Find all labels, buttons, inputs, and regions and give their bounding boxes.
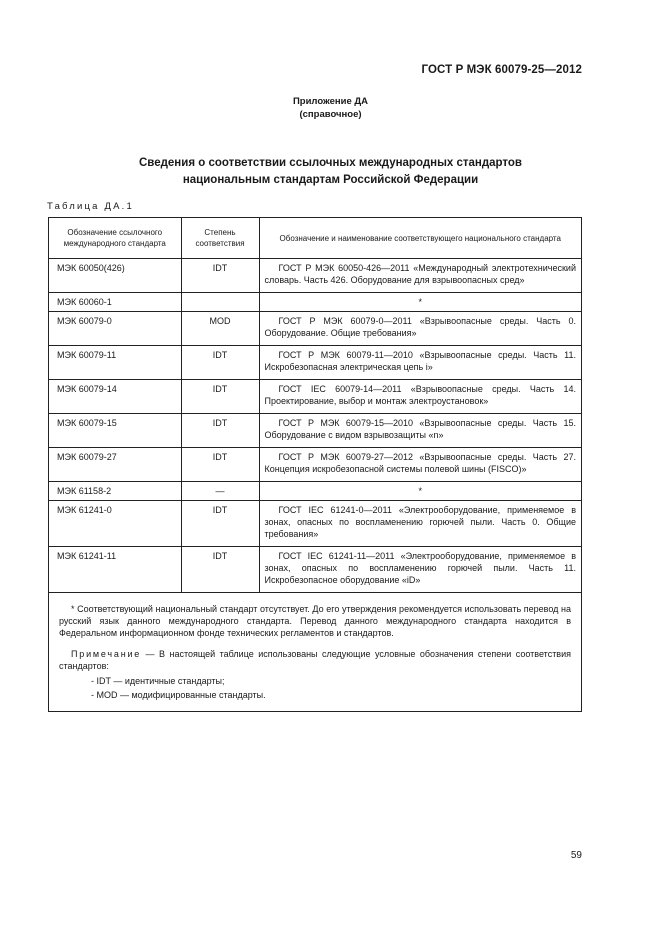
cell-national-standard: ГОСТ Р МЭК 60079-11—2010 «Взрывоопасные среды. Часть 11. Искробезопасная электрическая цепь i»: [259, 346, 581, 380]
cell-national-standard: ГОСТ Р МЭК 60079-27—2012 «Взрывоопасные среды. Часть 27. Концепция искробезопасной системы полевой шины (FISCO)»: [259, 448, 581, 482]
table-label: Таблица ДА.1: [47, 201, 134, 212]
correspondence-table: [49, 218, 581, 593]
appendix-title: Приложение ДА: [292, 96, 369, 107]
correspondence-table-box: [48, 217, 582, 712]
cell-international-standard: МЭК 60079-11: [49, 346, 181, 380]
header-international-standard: Обозначение ссылочного международного стандарта: [49, 218, 181, 259]
table-row: [49, 501, 581, 547]
cell-degree: IDT: [181, 547, 259, 593]
table-header-row: [49, 218, 581, 259]
table-row: [49, 259, 581, 293]
cell-national-standard: ГОСТ IEC 61241-0—2011 «Электрооборудование, применяемое в зонах, опасных по воспламенению горючей пыли. Часть 0. Общие требования»: [259, 501, 581, 547]
note-list: [79, 675, 571, 701]
cell-degree: MOD: [181, 312, 259, 346]
appendix-subtitle: (справочное): [299, 109, 362, 120]
header-national-standard: Обозначение и наименование соответствующего национального стандарта: [259, 218, 581, 259]
cell-degree: [181, 293, 259, 312]
cell-national-standard: *: [259, 293, 581, 312]
standard-code-header: ГОСТ Р МЭК 60079-25—2012: [421, 64, 582, 76]
cell-degree: IDT: [181, 501, 259, 547]
cell-international-standard: МЭК 60079-14: [49, 380, 181, 414]
table-row: [49, 293, 581, 312]
cell-national-standard: *: [259, 482, 581, 501]
cell-degree: IDT: [181, 346, 259, 380]
table-notes: [49, 593, 581, 711]
cell-international-standard: МЭК 61158-2: [49, 482, 181, 501]
table-row: [49, 380, 581, 414]
cell-national-standard: ГОСТ Р МЭК 60079-15—2010 «Взрывоопасные среды. Часть 15. Оборудование с видом взрывозащиты «n»: [259, 414, 581, 448]
cell-degree: —: [181, 482, 259, 501]
document-title-line-2: национальным стандартам Российской Федерации: [182, 174, 479, 186]
document-title-line-1: Сведения о соответствии ссылочных международных стандартов: [138, 157, 522, 169]
cell-national-standard: ГОСТ IEC 60079-14—2011 «Взрывоопасные среды. Часть 14. Проектирование, выбор и монтаж электроустановок»: [259, 380, 581, 414]
cell-national-standard: ГОСТ Р МЭК 60050-426—2011 «Международный электротехнический словарь. Часть 426. Оборудование для взрывоопасных сред»: [259, 259, 581, 293]
note-list-item: - IDT — идентичные стандарты;: [91, 676, 225, 686]
cell-international-standard: МЭК 60060-1: [49, 293, 181, 312]
table-row: [49, 414, 581, 448]
cell-international-standard: МЭК 61241-0: [49, 501, 181, 547]
header-degree-of-correspondence: Степень соответствия: [181, 218, 259, 259]
cell-degree: IDT: [181, 380, 259, 414]
note-list-item: - MOD — модифицированные стандарты.: [91, 690, 266, 700]
cell-international-standard: МЭК 60079-15: [49, 414, 181, 448]
cell-degree: IDT: [181, 414, 259, 448]
table-row: [49, 547, 581, 593]
cell-international-standard: МЭК 60079-27: [49, 448, 181, 482]
cell-national-standard: ГОСТ IEC 61241-11—2011 «Электрооборудование, применяемое в зонах, опасных по воспламенению горючей пыли. Часть 11. Искробезопасное оборудование «iD»: [259, 547, 581, 593]
cell-degree: IDT: [181, 259, 259, 293]
footnote-text: * Соответствующий национальный стандарт отсутствует. До его утверждения рекомендуется использовать перевод на русский язык данного международного стандарта. Перевод данного международного стандарта находится в Федеральном информационном фонде технических регламентов и стандартов.: [59, 604, 571, 638]
note-prefix: Примечание: [71, 649, 142, 659]
cell-international-standard: МЭК 60050(426): [49, 259, 181, 293]
page-number: 59: [570, 850, 582, 861]
table-row: [49, 312, 581, 346]
note-paragraph: [59, 648, 571, 672]
note-text: — В настоящей таблице использованы следующие условные обозначения степени соответствия стандартов:: [59, 649, 571, 671]
cell-degree: IDT: [181, 448, 259, 482]
document-title: [0, 155, 661, 189]
cell-international-standard: МЭК 60079-0: [49, 312, 181, 346]
appendix-heading: [0, 95, 661, 121]
cell-national-standard: ГОСТ Р МЭК 60079-0—2011 «Взрывоопасные среды. Часть 0. Оборудование. Общие требования»: [259, 312, 581, 346]
table-row: [49, 448, 581, 482]
table-row: [49, 482, 581, 501]
table-row: [49, 346, 581, 380]
cell-international-standard: МЭК 61241-11: [49, 547, 181, 593]
